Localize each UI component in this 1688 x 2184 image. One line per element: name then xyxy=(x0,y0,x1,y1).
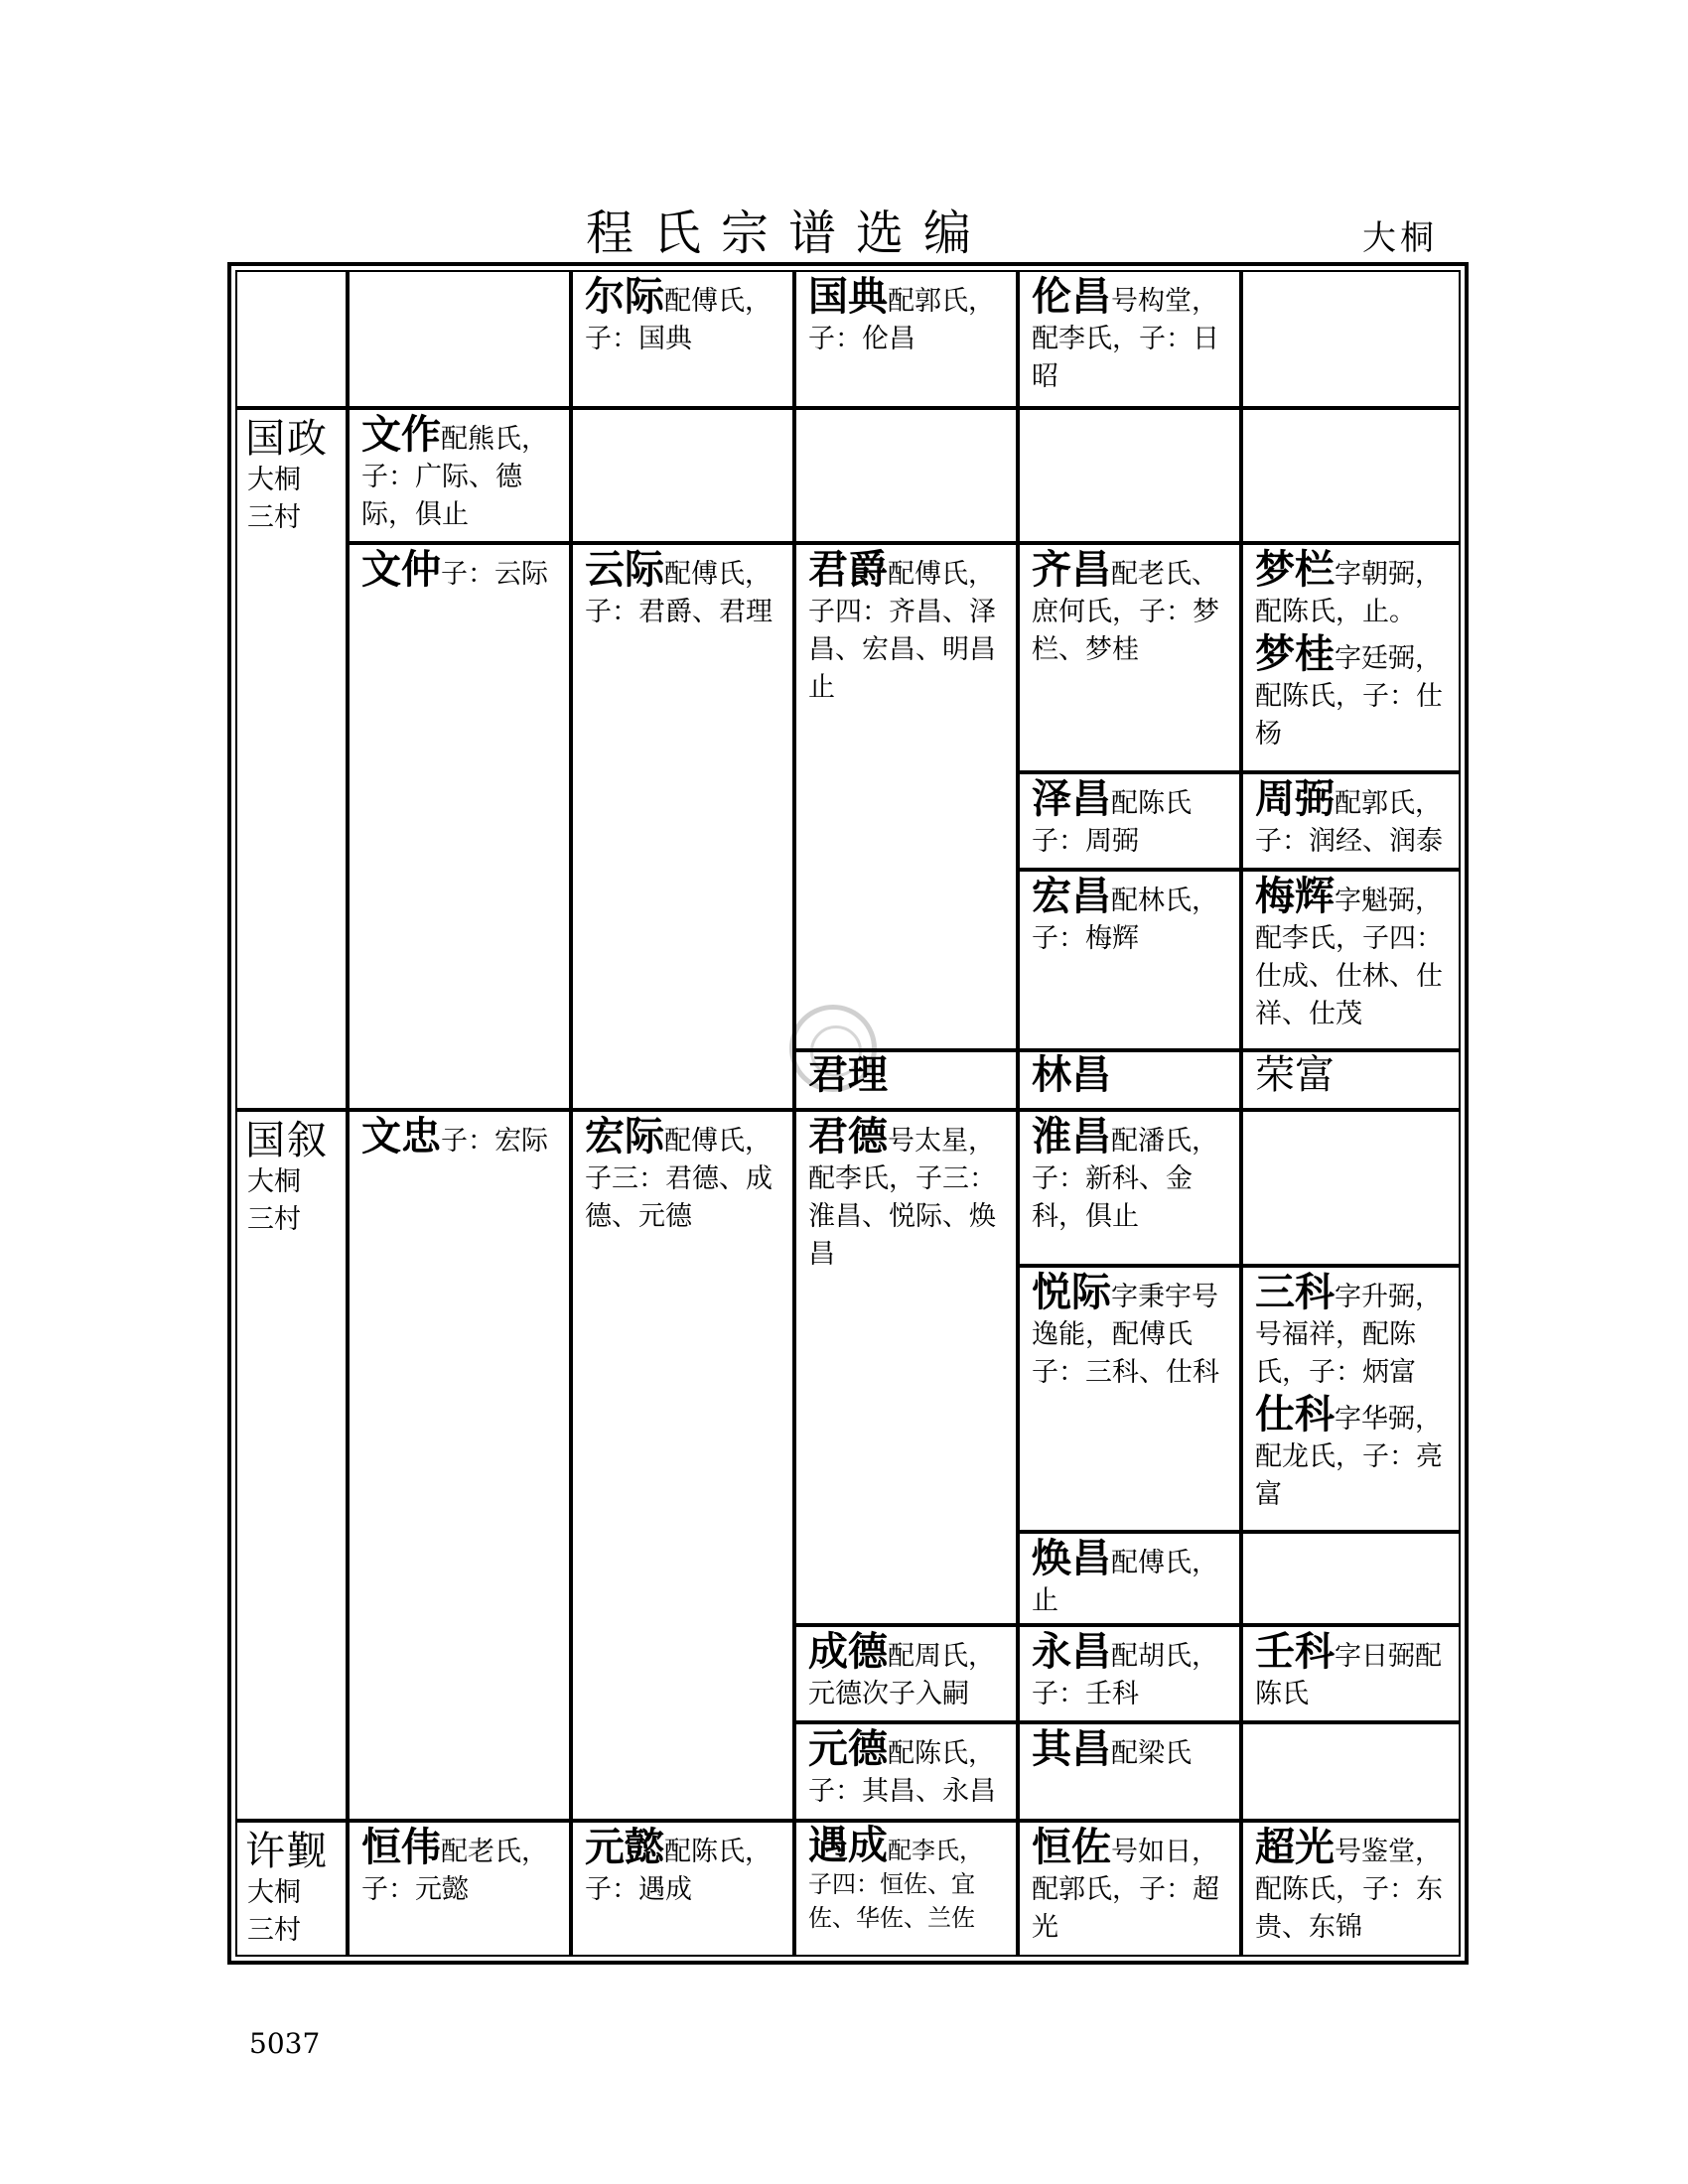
person-name: 宏昌 xyxy=(1032,874,1111,919)
person-note: 字魁弼，配李氏，子四：仕成、仕林、仕祥、仕茂 xyxy=(1255,886,1443,1029)
person-name: 梅辉 xyxy=(1255,874,1335,919)
person-name: 君德 xyxy=(808,1114,888,1160)
table-cell xyxy=(1018,772,1241,870)
person-name: 齐昌 xyxy=(1032,547,1111,593)
ancestor-name: 国政 xyxy=(245,416,329,462)
table-cell xyxy=(1241,1722,1461,1821)
person-name: 恒佐 xyxy=(1032,1825,1111,1870)
person-name: 文仲 xyxy=(361,547,441,593)
person-name: 梦桂 xyxy=(1255,631,1335,677)
person-note: 配林氏，子：梅辉 xyxy=(1032,886,1218,954)
table-cell xyxy=(348,270,571,408)
person-note: 字升弼，号福祥，配陈氏，子：炳富 xyxy=(1255,1282,1442,1388)
person-name: 恒伟 xyxy=(361,1825,441,1870)
person-note: 配傅氏，止 xyxy=(1032,1548,1218,1616)
page-title: 程氏宗谱选编 xyxy=(586,205,992,261)
table-cell xyxy=(1018,543,1241,772)
table-cell xyxy=(1018,1050,1241,1110)
place-label: 大桐 xyxy=(1362,218,1438,258)
person-name: 泽昌 xyxy=(1032,776,1111,822)
person-note: 配老氏、庶何氏，子：梦栏、梦桂 xyxy=(1032,559,1219,665)
table-cell xyxy=(348,1110,571,1821)
table-cell xyxy=(348,1821,571,1957)
person-note: 配胡氏，子：壬科 xyxy=(1032,1641,1218,1709)
person-note: 配陈氏，子：遇成 xyxy=(585,1837,772,1905)
ancestor-cell xyxy=(235,408,348,1110)
person-name: 超光 xyxy=(1255,1825,1335,1870)
table-cell xyxy=(794,408,1018,543)
person-note: 配老氏，子：元懿 xyxy=(361,1837,548,1905)
page-number: 5037 xyxy=(249,2027,321,2060)
person-note: 配傅氏，子四：齐昌、泽昌、宏昌、明昌止 xyxy=(808,559,996,703)
table-cell xyxy=(1241,1110,1461,1266)
person-name: 周弼 xyxy=(1255,776,1335,822)
person-note: 子：宏际 xyxy=(441,1126,548,1157)
person-name: 伦昌 xyxy=(1032,274,1111,320)
table-cell xyxy=(1241,408,1461,543)
person-name: 悦际 xyxy=(1032,1270,1111,1315)
ancestor-village: 大桐三村 xyxy=(247,465,301,533)
person-note: 字华弼，配龙氏，子：亮富 xyxy=(1255,1404,1443,1510)
table-cell xyxy=(1241,772,1461,870)
table-cell xyxy=(571,1110,794,1821)
table-cell xyxy=(794,1722,1018,1821)
person-name: 其昌 xyxy=(1032,1726,1111,1772)
person-note: 字朝弼，配陈氏，止。 xyxy=(1255,559,1442,627)
person-note: 配熊氏，子：广际、德际，俱止 xyxy=(361,424,548,530)
table-cell xyxy=(1018,1821,1241,1957)
person-name: 焕昌 xyxy=(1032,1536,1111,1581)
person-note: 号构堂，配李氏，子：日昭 xyxy=(1032,286,1219,392)
person-note: 配周氏，元德次子入嗣 xyxy=(808,1641,995,1709)
person-name: 壬科 xyxy=(1255,1629,1335,1675)
person-note: 号鉴堂，配陈氏，子：东贵、东锦 xyxy=(1255,1837,1443,1943)
person-note: 配傅氏，子：国典 xyxy=(585,286,772,354)
table-cell xyxy=(1018,1722,1241,1821)
ancestor-village: 大桐三村 xyxy=(247,1166,301,1235)
person-name: 文忠 xyxy=(361,1114,441,1160)
table-cell xyxy=(571,1821,794,1957)
person-note: 号太星，配李氏，子三：淮昌、悦际、焕昌 xyxy=(808,1126,996,1270)
person-note: 配傅氏，子：君爵、君理 xyxy=(585,559,773,627)
person-name: 淮昌 xyxy=(1032,1114,1111,1160)
table-cell xyxy=(1241,1266,1461,1532)
ancestor-cell xyxy=(235,1821,348,1957)
person-note: 配李氏，子四：恒佐、宜佐、华佐、兰佐 xyxy=(808,1837,983,1932)
table-cell xyxy=(794,1050,1018,1110)
table-cell xyxy=(794,543,1018,1050)
table-cell xyxy=(1241,1625,1461,1722)
table-cell xyxy=(794,270,1018,408)
person-name: 元懿 xyxy=(585,1825,664,1870)
table-cell xyxy=(1018,270,1241,408)
person-name: 尔际 xyxy=(585,274,664,320)
table-cell xyxy=(1241,543,1461,772)
person-name: 文作 xyxy=(361,412,441,458)
ancestor-name: 国叙 xyxy=(245,1118,329,1163)
person-name: 宏际 xyxy=(585,1114,664,1160)
table-cell xyxy=(1018,1625,1241,1722)
table-cell xyxy=(1018,1266,1241,1532)
person-name: 成德 xyxy=(808,1629,888,1675)
table-cell xyxy=(571,543,794,1110)
person-note: 号如日，配郭氏，子：超光 xyxy=(1032,1837,1219,1943)
table-cell xyxy=(1241,1821,1461,1957)
table-cell xyxy=(1018,408,1241,543)
person-note: 配陈氏，子：其昌、永昌 xyxy=(808,1738,996,1807)
person-note: 配郭氏，子：伦昌 xyxy=(808,286,995,354)
person-name: 梦栏 xyxy=(1255,547,1335,593)
ancestor-cell xyxy=(235,1110,348,1821)
person-note: 字日弼配陈氏 xyxy=(1255,1641,1442,1709)
person-name: 遇成 xyxy=(808,1823,888,1868)
person-name: 三科 xyxy=(1255,1270,1335,1315)
person-note: 配陈氏子：周弼 xyxy=(1032,788,1192,857)
person-name: 元德 xyxy=(808,1726,888,1772)
table-cell xyxy=(1018,1110,1241,1266)
table-cell xyxy=(794,1821,1018,1957)
person-name: 国典 xyxy=(808,274,888,320)
person-note: 配梁氏 xyxy=(1111,1738,1192,1769)
person-note: 配傅氏，子三：君德、成德、元德 xyxy=(585,1126,773,1232)
table-cell xyxy=(794,1625,1018,1722)
ancestor-name: 许觐 xyxy=(245,1829,329,1874)
person-note: 子：云际 xyxy=(441,559,548,590)
table-cell xyxy=(1241,870,1461,1050)
person-name: 云际 xyxy=(585,547,664,593)
person-name: 荣富 xyxy=(1255,1052,1335,1098)
table-cell xyxy=(348,408,571,543)
table-cell xyxy=(348,543,571,1110)
person-name: 君爵 xyxy=(808,547,888,593)
person-note: 字秉宇号逸能，配傅氏子：三科、仕科 xyxy=(1032,1282,1219,1388)
table-cell xyxy=(235,270,348,408)
table-cell xyxy=(571,408,794,543)
table-cell xyxy=(1018,870,1241,1050)
table-cell xyxy=(794,1110,1018,1625)
table-cell xyxy=(571,270,794,408)
person-name: 君理 xyxy=(808,1052,888,1098)
ancestor-village: 大桐三村 xyxy=(247,1877,301,1946)
table-cell xyxy=(1241,1532,1461,1625)
table-cell xyxy=(1241,1050,1461,1110)
person-name: 永昌 xyxy=(1032,1629,1111,1675)
table-cell xyxy=(1018,1532,1241,1625)
person-note: 字廷弼，配陈氏，子：仕杨 xyxy=(1255,643,1443,750)
person-note: 配郭氏，子：润经、润泰 xyxy=(1255,788,1443,857)
table-cell xyxy=(1241,270,1461,408)
person-name: 林昌 xyxy=(1032,1052,1111,1098)
person-note: 配潘氏，子：新科、金科，俱止 xyxy=(1032,1126,1218,1232)
person-name: 仕科 xyxy=(1255,1392,1335,1437)
